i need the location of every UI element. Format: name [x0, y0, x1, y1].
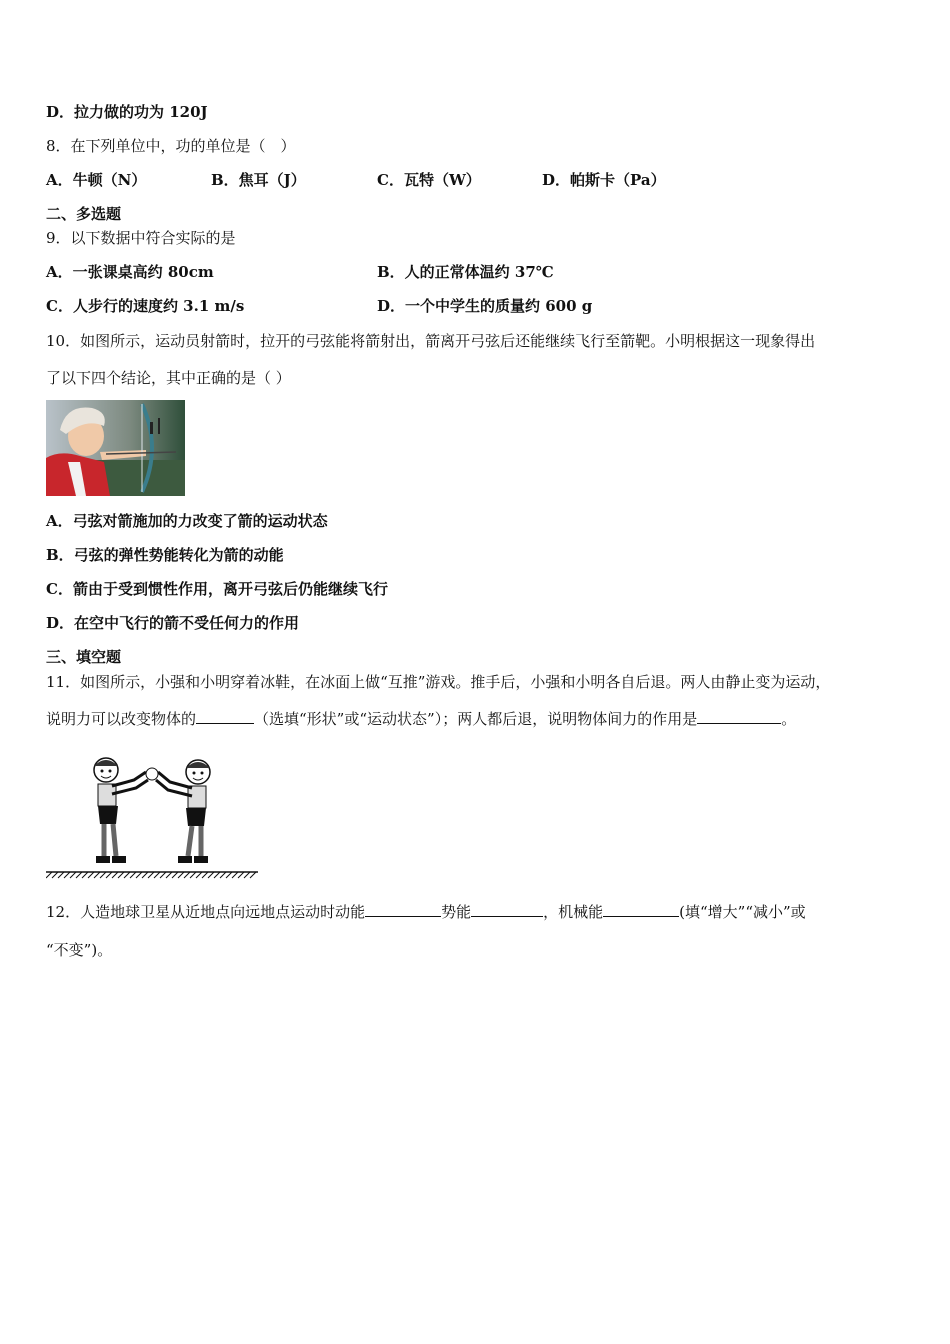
q12-blank-1[interactable]	[365, 902, 441, 917]
q9-option-a: A．一张课桌高约 80cm	[46, 263, 214, 281]
q10-stem-line1: 10．如图所示，运动员射箭时，拉开的弓弦能将箭射出，箭离开弓弦后还能继续飞行至箭靶。小明根据这一现象得出	[46, 332, 816, 350]
q12-text2: 势能	[441, 903, 472, 921]
q8-stem: 8．在下列单位中，功的单位是（ ）	[46, 137, 296, 155]
q12-text3: ，机械能	[543, 903, 604, 921]
q8-option-d: D．帕斯卡（Pa）	[542, 171, 666, 189]
q9-option-c: C．人步行的速度约 3.1 m/s	[46, 297, 245, 315]
two-skaters-illustration	[46, 754, 258, 880]
q10-option-b: B．弓弦的弹性势能转化为箭的动能	[46, 546, 284, 564]
q8-option-a: A．牛顿（N）	[46, 171, 147, 189]
q12-line2: “不变”)。	[46, 941, 113, 959]
ice-push-figure	[46, 754, 258, 880]
q7-option-d: D．拉力做的功为 120J	[46, 103, 208, 121]
q12-line1	[46, 902, 806, 922]
q11-line2-text3: 。	[781, 710, 797, 728]
archer-photo	[46, 400, 185, 496]
q8-option-c: C．瓦特（W）	[377, 171, 481, 189]
q9-stem: 9．以下数据中符合实际的是	[46, 229, 236, 247]
q10-option-c: C．箭由于受到惯性作用，离开弓弦后仍能继续飞行	[46, 580, 388, 598]
q9-option-d: D．一个中学生的质量约 600 g	[377, 297, 593, 315]
q12-blank-3[interactable]	[603, 902, 679, 917]
q11-stem-line1: 11．如图所示，小强和小明穿着冰鞋，在冰面上做“互推”游戏。推手后，小强和小明各自后退。两人由静止变为运动，	[46, 673, 831, 691]
q12-text4: (填“增大”“减小”或	[679, 903, 806, 921]
q10-option-d: D．在空中飞行的箭不受任何力的作用	[46, 614, 300, 632]
q11-blank-2[interactable]	[697, 709, 781, 724]
archer-illustration	[46, 400, 185, 496]
q8-option-b: B．焦耳（J）	[211, 171, 306, 189]
section-heading-fill-blank: 三、填空题	[46, 648, 122, 666]
q11-blank-1[interactable]	[196, 709, 254, 724]
q12-blank-2[interactable]	[471, 902, 543, 917]
section-heading-multiple-choice: 二、多选题	[46, 205, 122, 223]
q12-text1: 12．人造地球卫星从近地点向远地点运动时动能	[46, 903, 366, 921]
q9-option-b: B．人的正常体温约 37℃	[377, 263, 554, 281]
q11-line2-text1: 说明力可以改变物体的	[46, 710, 197, 728]
q10-option-a: A．弓弦对箭施加的力改变了箭的运动状态	[46, 512, 328, 530]
q11-stem-line2	[46, 709, 796, 729]
q10-stem-line2: 了以下四个结论，其中正确的是（ ）	[46, 369, 291, 387]
q11-line2-text2: （选填“形状”或“运动状态”）；两人都后退，说明物体间力的作用是	[254, 710, 698, 728]
